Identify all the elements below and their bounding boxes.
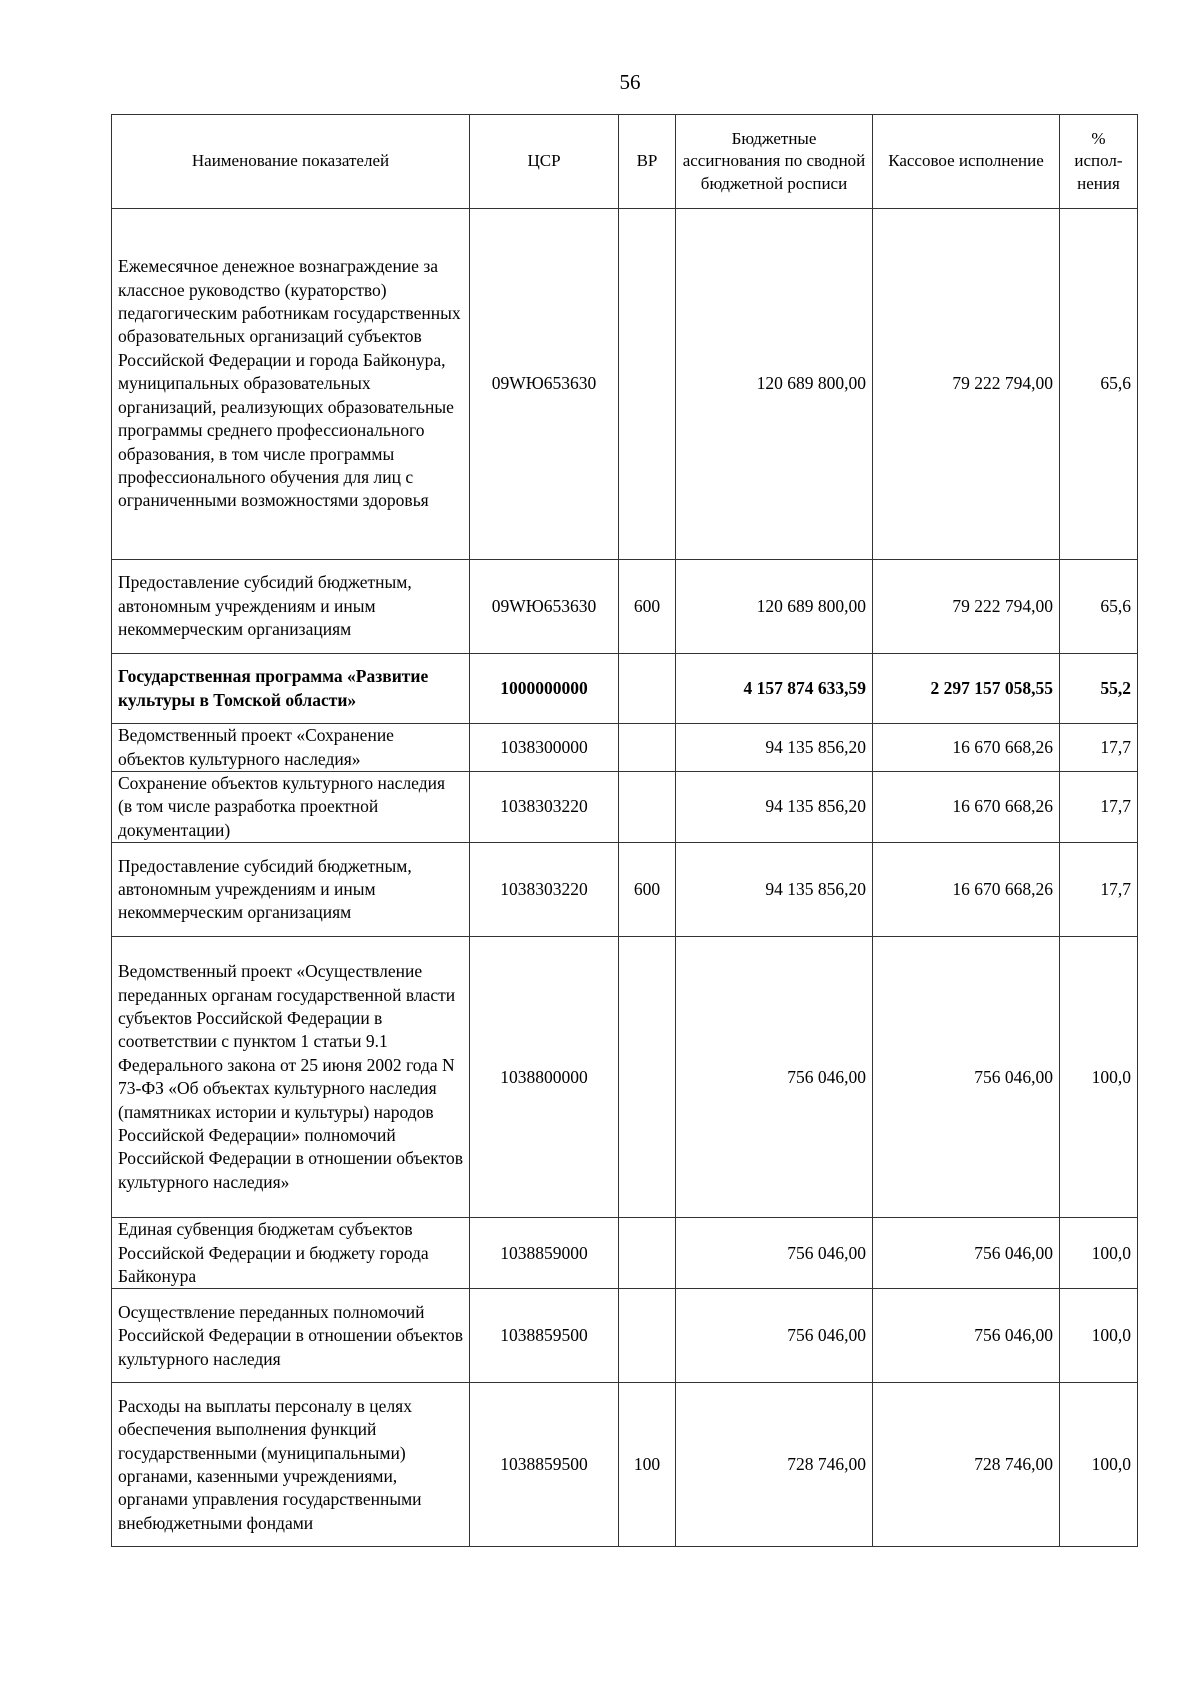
row-name: Ведомственный проект «Осуществление переданных органам государственной власти субъектов Российской Федерации в соответствии с пунктом 1 статьи 9.1 Федерального закона от 25 июня 2002 года N 73-ФЗ «Об объектах культурного наследия (памятниках истории и культуры) народов Российской Федерации» полномочий Российской Федерации в отношении объектов культурного наследия» <box>112 937 470 1218</box>
row-percent: 17,7 <box>1060 772 1138 843</box>
row-name: Предоставление субсидий бюджетным, автономным учреждениям и иным некоммерческим организациям <box>112 560 470 654</box>
row-cash: 2 297 157 058,55 <box>873 654 1060 724</box>
row-csr: 1038859500 <box>470 1383 619 1547</box>
row-budget: 4 157 874 633,59 <box>676 654 873 724</box>
row-percent: 65,6 <box>1060 209 1138 560</box>
table-row <box>112 560 1138 654</box>
header-csr: ЦСР <box>470 115 619 209</box>
row-percent: 100,0 <box>1060 937 1138 1218</box>
row-cash: 756 046,00 <box>873 937 1060 1218</box>
row-percent: 65,6 <box>1060 560 1138 654</box>
row-csr: 1038300000 <box>470 724 619 772</box>
row-percent: 55,2 <box>1060 654 1138 724</box>
row-budget: 756 046,00 <box>676 1289 873 1383</box>
table-row <box>112 937 1138 1218</box>
row-percent: 100,0 <box>1060 1218 1138 1289</box>
row-vr <box>619 772 676 843</box>
page-number: 56 <box>619 70 641 94</box>
table-row <box>112 724 1138 772</box>
row-cash: 728 746,00 <box>873 1383 1060 1547</box>
row-csr: 1038303220 <box>470 843 619 937</box>
row-budget: 120 689 800,00 <box>676 209 873 560</box>
table-row <box>112 843 1138 937</box>
row-name: Ведомственный проект «Сохранение объектов культурного наследия» <box>112 724 470 772</box>
row-cash: 756 046,00 <box>873 1218 1060 1289</box>
table-row <box>112 1218 1138 1289</box>
row-budget: 94 135 856,20 <box>676 843 873 937</box>
table-row <box>112 772 1138 843</box>
row-csr: 1038303220 <box>470 772 619 843</box>
header-budget: Бюджетные ассигнования по сводной бюджетной росписи <box>676 115 873 209</box>
row-budget: 120 689 800,00 <box>676 560 873 654</box>
row-name: Расходы на выплаты персоналу в целях обеспечения выполнения функций государственными (муниципальными) органами, казенными учреждениями, органами управления государственными внебюджетными фондами <box>112 1383 470 1547</box>
table-row <box>112 1383 1138 1547</box>
row-budget: 94 135 856,20 <box>676 724 873 772</box>
row-budget: 756 046,00 <box>676 937 873 1218</box>
row-vr: 600 <box>619 560 676 654</box>
table-row-program <box>112 654 1138 724</box>
table-row <box>112 1289 1138 1383</box>
row-name: Осуществление переданных полномочий Российской Федерации в отношении объектов культурного наследия <box>112 1289 470 1383</box>
row-cash: 16 670 668,26 <box>873 772 1060 843</box>
header-name: Наименование показателей <box>112 115 470 209</box>
row-name: Единая субвенция бюджетам субъектов Российской Федерации и бюджету города Байконура <box>112 1218 470 1289</box>
row-vr <box>619 1218 676 1289</box>
row-csr: 1038859000 <box>470 1218 619 1289</box>
row-name: Сохранение объектов культурного наследия (в том числе разработка проектной документации) <box>112 772 470 843</box>
table-header-row <box>112 115 1138 209</box>
row-csr: 09WЮ653630 <box>470 209 619 560</box>
row-csr: 1038859500 <box>470 1289 619 1383</box>
row-vr: 100 <box>619 1383 676 1547</box>
row-vr <box>619 937 676 1218</box>
row-cash: 79 222 794,00 <box>873 209 1060 560</box>
row-budget: 728 746,00 <box>676 1383 873 1547</box>
row-vr <box>619 654 676 724</box>
row-percent: 100,0 <box>1060 1383 1138 1547</box>
row-cash: 16 670 668,26 <box>873 843 1060 937</box>
row-vr <box>619 209 676 560</box>
row-name: Ежемесячное денежное вознаграждение за классное руководство (кураторство) педагогическим работникам государственных образовательных организаций субъектов Российской Федерации и города Байконура, муниципальных образовательных организаций, реализующих образовательные программы среднего профессионального образования, в том числе программы профессионального обучения для лиц с ограниченными возможностями здоровья <box>112 209 470 560</box>
row-csr: 1038800000 <box>470 937 619 1218</box>
table-row <box>112 209 1138 560</box>
budget-execution-table <box>111 114 1138 1547</box>
row-name: Государственная программа «Развитие культуры в Томской области» <box>112 654 470 724</box>
header-percent: % испол-нения <box>1060 115 1138 209</box>
row-cash: 79 222 794,00 <box>873 560 1060 654</box>
row-percent: 100,0 <box>1060 1289 1138 1383</box>
row-percent: 17,7 <box>1060 843 1138 937</box>
row-budget: 94 135 856,20 <box>676 772 873 843</box>
header-cash: Кассовое исполнение <box>873 115 1060 209</box>
row-vr: 600 <box>619 843 676 937</box>
row-cash: 756 046,00 <box>873 1289 1060 1383</box>
row-csr: 1000000000 <box>470 654 619 724</box>
row-budget: 756 046,00 <box>676 1218 873 1289</box>
row-vr <box>619 1289 676 1383</box>
row-name: Предоставление субсидий бюджетным, автономным учреждениям и иным некоммерческим организациям <box>112 843 470 937</box>
row-percent: 17,7 <box>1060 724 1138 772</box>
row-csr: 09WЮ653630 <box>470 560 619 654</box>
row-cash: 16 670 668,26 <box>873 724 1060 772</box>
header-vr: ВР <box>619 115 676 209</box>
row-vr <box>619 724 676 772</box>
